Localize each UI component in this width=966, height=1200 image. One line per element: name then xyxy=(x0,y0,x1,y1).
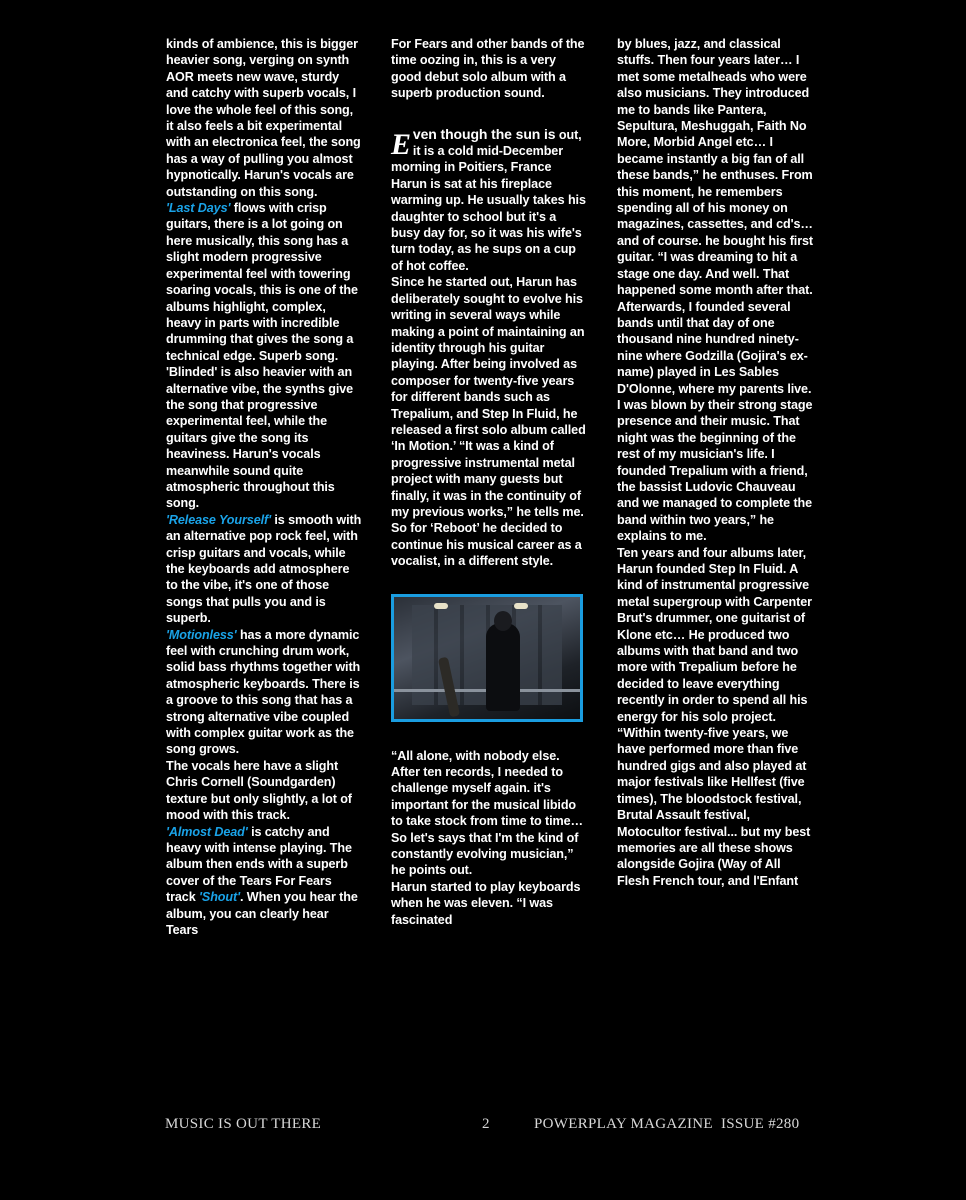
footer-section-title: MUSIC IS OUT THERE xyxy=(165,1116,322,1132)
paragraph-motionless xyxy=(166,627,362,758)
paragraph-last-days xyxy=(166,200,362,364)
artist-head xyxy=(494,611,512,631)
paragraph-almost-dead xyxy=(166,824,362,939)
paragraph: Harun is sat at his fireplace warming up. He usually takes his daughter to school but it's a busy day for, so it was his wife's turn today, as he sups on a cup of hot coffee. xyxy=(391,176,586,273)
paragraph: Ten years and four albums later, Harun founded Step In Fluid. A kind of instrumental progressive metal supergroup with Carpenter Brut's drummer, one guitarist of Klone etc… He produced two albums with that band and two more with Trepalium before he decided to leave everything recently in order to spend all his energy for his solo project. “Within twenty-five years, we have performed more than five hundred gigs and also played at major festivals like Hellfest (five times), The bloodstock festival, Brutal Assault festival, Motocultor festival... but my best memories are all these shows alongside Gojira (Way of All Flesh French tour, and l'Enfant xyxy=(617,545,812,888)
paragraph: Afterwards, I founded several bands until that day of one thousand nine hundred ninety-nine where Godzilla (Gojira's ex-name) played in Les Sables D'Olonne, where my parents live. I was blown by their strong stage presence and their music. That night was the beginning of the rest of my musician's life. I founded Trepalium with a friend, the bassist Ludovic Chauveau and we managed to complete the band within two years,” he explains to me. xyxy=(617,299,813,544)
article-column-2 xyxy=(391,36,587,928)
artist-figure xyxy=(486,623,520,711)
paragraph-vocals: The vocals here have a slight Chris Cornell (Soundgarden) texture but only slightly, a lot of mood with this track. xyxy=(166,758,352,823)
paragraph: Since he started out, Harun has deliberately sought to evolve his writing in several ways while making a point of maintaining an identity through his guitar playing. After being involved as composer for twenty-five years for different bands such as Trepalium, and Step In Fluid, he released a first solo album called ‘In Motion.’ “It was a kind of progressive instrumental metal project with many guests but finally, it was in the continuity of my previous works,” he tells me. So for ‘Reboot’ he decided to continue his musical career as a vocalist, in a different style. xyxy=(391,275,586,569)
article-column-1 xyxy=(166,36,362,938)
article-column-3 xyxy=(617,36,813,889)
lead-first-line: ven though the sun is xyxy=(412,125,556,142)
paragraph-text: is catchy and heavy with intense playing. The album then ends with a superb cover of the Tears For Fears track xyxy=(166,824,352,905)
paragraph-blinded: 'Blinded' is also heavier with an alternative vibe, the synths give the song that progressive experimental feel, while the guitars give the song its heaviness. Harun's vocals meanwhile sound quite atmospheric throughout this song. xyxy=(166,365,354,511)
paragraph: For Fears and other bands of the time oozing in, this is a very good debut solo album with a superb production sound. xyxy=(391,37,585,101)
song-title-almost-dead: 'Almost Dead' xyxy=(166,824,248,839)
paragraph-text: flows with crisp guitars, there is a lot going on here musically, this song has a slight modern progressive experimental feel with towering soaring vocals, this is one of the albums highlight, complex, heavy in parts with incredible drumming that gives the song a technical edge. Superb song. xyxy=(166,201,358,363)
song-title-release-yourself: 'Release Yourself' xyxy=(166,512,271,527)
artist-photo xyxy=(391,594,583,722)
ceiling-light xyxy=(514,603,528,609)
paragraph: Harun started to play keyboards when he was eleven. “I was fascinated xyxy=(391,879,581,927)
paragraph-release-yourself xyxy=(166,512,362,627)
lead-text: out, it is a cold mid-December morning in Poitiers, France xyxy=(391,127,582,175)
paragraph: by blues, jazz, and classical stuffs. Then four years later… I met some metalheads who were also musicians. They introduced me to bands like Pantera, Sepultura, Meshuggah, Faith No More, Morbid Angel etc… I became instantly a big fan of all these bands,” he enthuses. From this moment, he remembers spending all of his money on magazines, cassettes, and cd's… and of course. he bought his first guitar. “I was dreaming to hit a stage one day. And well. That happened some month after that. xyxy=(617,37,814,298)
ceiling-light xyxy=(434,603,448,609)
paragraph-text: . When you hear the album, you can clearly hear Tears xyxy=(166,890,358,937)
song-title-shout: 'Shout' xyxy=(199,890,240,905)
footer-magazine-issue: POWERPLAY MAGAZINE ISSUE #280 xyxy=(534,1116,800,1132)
footer-page-number: 2 xyxy=(482,1116,490,1132)
paragraph-quote: “All alone, with nobody else. After ten records, I needed to challenge myself again. it's important for the musical libido to take stock from time to time… So let's says that I'm the kind of constantly evolving musician,” he points out. xyxy=(391,748,584,878)
paragraph-text: is smooth with an alternative pop rock feel, with crisp guitars and vocals, while the keyboards add atmosphere to the vibe, it's one of those songs that pulls you and is superb. xyxy=(166,512,362,626)
paragraph xyxy=(166,36,362,200)
song-title-last-days: 'Last Days' xyxy=(166,201,231,216)
paragraph-text: kinds of ambience, this is bigger heavier song, verging on synth AOR meets new wave, sturdy and catchy with superb vocals, I love the whole feel of this song, it also feels a bit experimental with an electronica feel, the song has a way of pulling you almost hypnotically. Harun's vocals are outstanding on this song. xyxy=(166,37,361,199)
paragraph-text: has a more dynamic feel with crunching drum work, solid bass rhythms together with atmospheric keyboards. There is a groove to this song that has a strong alternative vibe coupled with complex guitar work as the song grows. xyxy=(166,627,361,757)
song-title-motionless: 'Motionless' xyxy=(166,627,237,642)
drop-cap: E xyxy=(391,127,411,161)
lead-paragraph xyxy=(391,126,587,176)
